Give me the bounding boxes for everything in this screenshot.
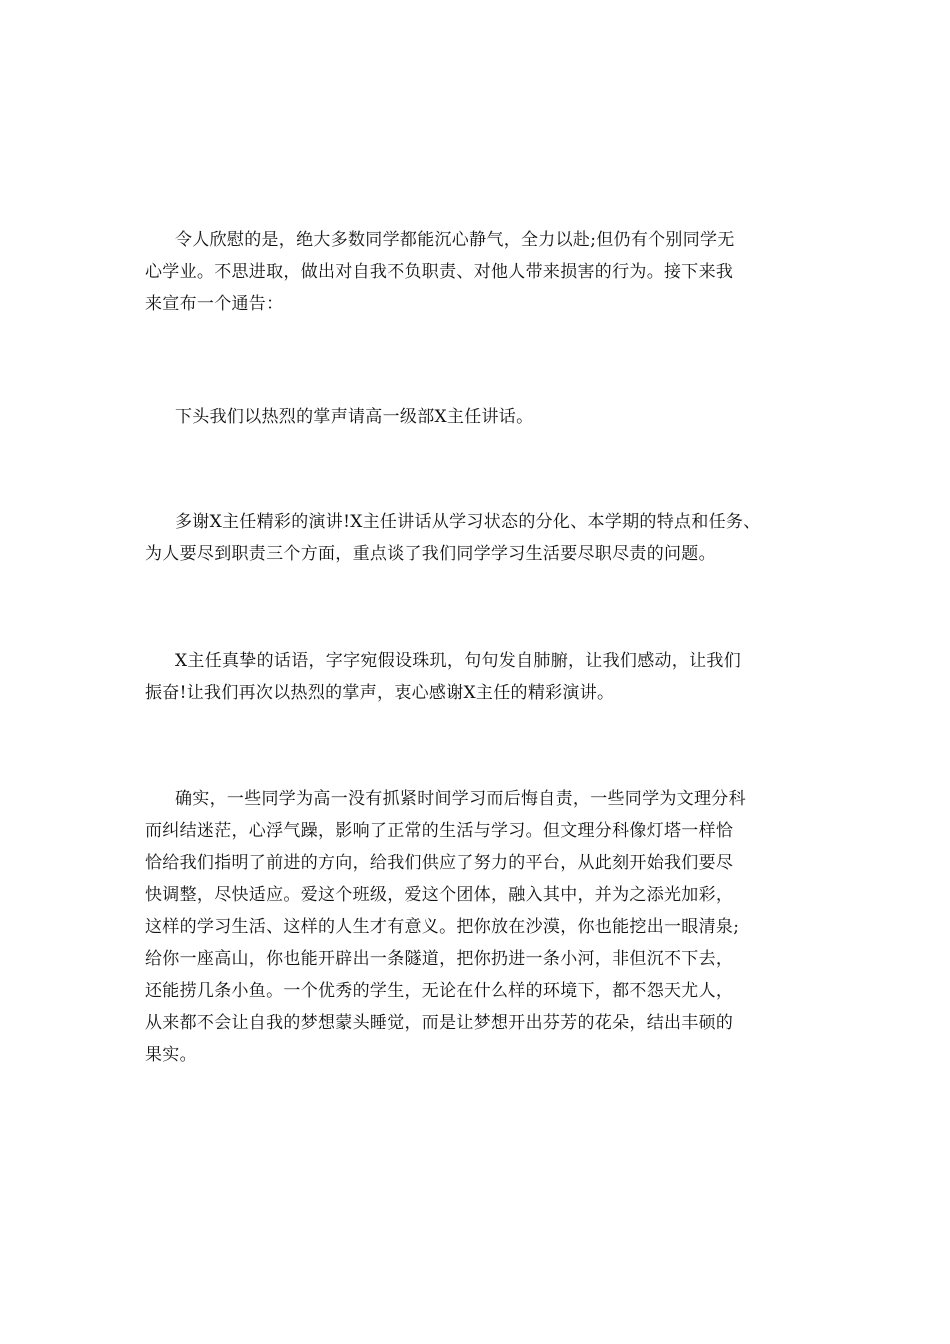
text-line: X主任真挚的话语，字字宛假设珠玑，句句发自肺腑，让我们感动，让我们 xyxy=(175,651,742,671)
text-line: 令人欣慰的是，绝大多数同学都能沉心静气，全力以赴;但仍有个别同学无 xyxy=(175,230,735,250)
text-line: 恰给我们指明了前进的方向，给我们供应了努力的平台，从此刻开始我们要尽 xyxy=(145,853,734,873)
text-line: 多谢X主任精彩的演讲!X主任讲话从学习状态的分化、本学期的特点和任务、 xyxy=(175,512,761,532)
text-line: 从来都不会让自我的梦想蒙头睡觉，而是让梦想开出芬芳的花朵，结出丰硕的 xyxy=(145,1013,734,1033)
paragraph-invite-speech xyxy=(145,401,810,433)
text-line: 给你一座高山，你也能开辟出一条隧道，把你扔进一条小河，非但沉不下去， xyxy=(145,949,734,969)
text-line: 确实，一些同学为高一没有抓紧时间学习而后悔自责，一些同学为文理分科 xyxy=(175,789,746,809)
paragraph-thanks-speech xyxy=(145,506,810,570)
text-line: 还能捞几条小鱼。一个优秀的学生，无论在什么样的环境下，都不怨天尤人， xyxy=(145,981,734,1001)
text-line: 来宣布一个通告： xyxy=(145,294,284,314)
paragraph-encouragement xyxy=(145,783,810,1071)
text-line: 果实。 xyxy=(145,1045,197,1065)
text-line: 这样的学习生活、这样的人生才有意义。把你放在沙漠，你也能挖出一眼清泉; xyxy=(145,917,740,937)
text-line: 心学业。不思进取，做出对自我不负职责、对他人带来损害的行为。接下来我 xyxy=(145,262,734,282)
paragraph-applause xyxy=(145,645,810,709)
text-line: 振奋!让我们再次以热烈的掌声，衷心感谢X主任的精彩演讲。 xyxy=(145,683,615,703)
text-line: 而纠结迷茫，心浮气躁，影响了正常的生活与学习。但文理分科像灯塔一样恰 xyxy=(145,821,734,841)
paragraph-notice-intro xyxy=(145,224,810,320)
text-line: 快调整，尽快适应。爱这个班级，爱这个团体，融入其中，并为之添光加彩， xyxy=(145,885,734,905)
text-line: 为人要尽到职责三个方面，重点谈了我们同学学习生活要尽职尽责的问题。 xyxy=(145,544,716,564)
text-line: 下头我们以热烈的掌声请高一级部X主任讲话。 xyxy=(175,407,534,427)
